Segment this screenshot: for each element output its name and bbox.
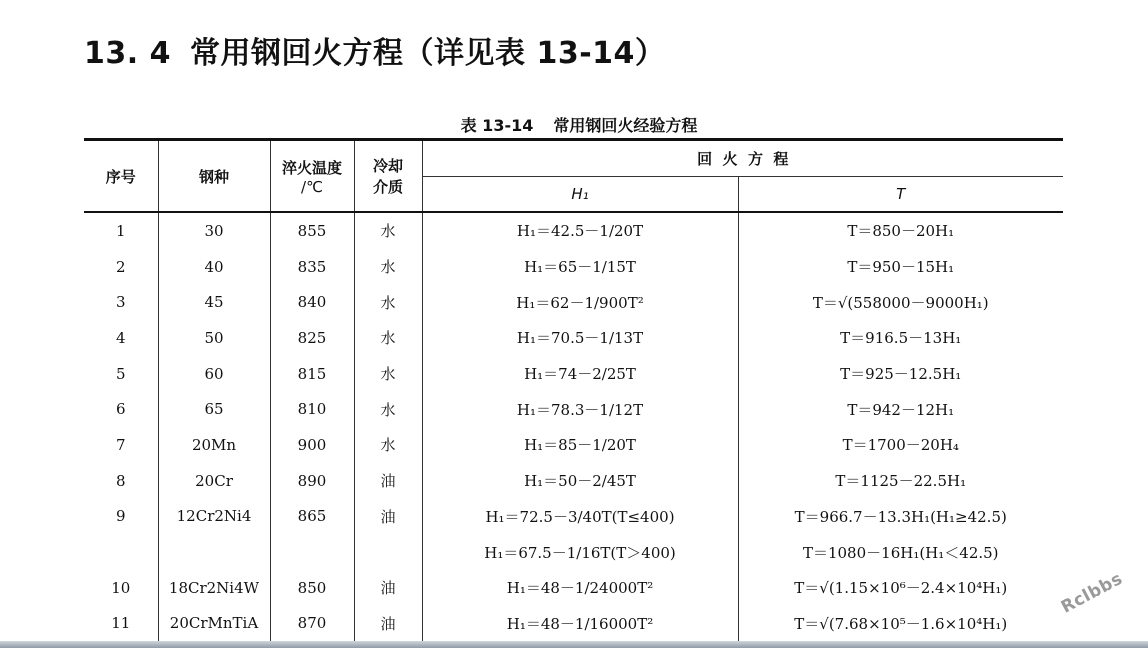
cell-temp: 890: [270, 463, 354, 499]
cell-t-equation: T＝916.5－13H₁: [840, 329, 962, 348]
cell-medium: 水: [354, 284, 422, 320]
cell-t-equation: T＝950－15H₁: [847, 258, 955, 277]
header-quench-temp-line1: 淬火温度: [281, 158, 342, 177]
cell-steel: 65: [158, 391, 270, 427]
cell-medium: 油: [354, 499, 422, 535]
table-caption-number: 表 13-14: [460, 116, 534, 135]
cell-t-equation: T＝√(558000－9000H₁): [812, 293, 989, 312]
cell-temp: 865: [270, 499, 354, 535]
cell-steel: 20Mn: [158, 427, 270, 463]
table-row: [84, 427, 1063, 463]
cell-seq: 5: [84, 356, 158, 392]
cell-medium: 水: [354, 212, 422, 249]
cell-medium: 水: [354, 320, 422, 356]
cell-t-equation: T＝√(1.15×10⁶－2.4×10⁴H₁): [794, 579, 1008, 598]
section-title: 常用钢回火方程（详见表 13-14）: [190, 36, 666, 71]
cell-seq: [84, 534, 158, 570]
cell-temp: 825: [270, 320, 354, 356]
header-steel: 钢种: [158, 140, 270, 213]
cell-seq: 8: [84, 463, 158, 499]
table-row: [84, 499, 1063, 535]
table-row: [84, 570, 1063, 606]
cell-h1-equation: H₁＝70.5－1/13T: [422, 320, 738, 356]
table-row: [84, 212, 1063, 249]
cell-medium: 水: [354, 249, 422, 285]
table-row: [84, 463, 1063, 499]
cell-temp: 840: [270, 284, 354, 320]
cell-steel: 30: [158, 212, 270, 249]
header-quench-temp: [270, 140, 354, 213]
header-quench-temp-line2: /℃: [301, 177, 323, 196]
cell-h1-equation: H₁＝74－2/25T: [422, 356, 738, 392]
table-row: [84, 356, 1063, 392]
cell-t-equation: T＝√(7.68×10⁵－1.6×10⁴H₁): [738, 606, 1063, 643]
cell-seq: 7: [84, 427, 158, 463]
table-row: [84, 284, 1063, 320]
cell-seq: 3: [84, 284, 158, 320]
cell-seq: 4: [84, 320, 158, 356]
cell-medium: 水: [354, 391, 422, 427]
cell-temp: 850: [270, 570, 354, 606]
window-bottom-edge: [0, 641, 1148, 648]
cell-seq: 6: [84, 391, 158, 427]
cell-h1-equation: H₁＝42.5－1/20T: [422, 212, 738, 249]
cell-h1-equation: H₁＝67.5－1/16T(T＞400): [422, 534, 738, 570]
tempering-equation-table: [84, 138, 1063, 643]
table-row: [84, 320, 1063, 356]
cell-medium: 水: [354, 356, 422, 392]
cell-h1-equation: H₁＝78.3－1/12T: [422, 391, 738, 427]
cell-temp: 870: [270, 606, 354, 643]
cell-seq: 2: [84, 249, 158, 285]
cell-temp: 835: [270, 249, 354, 285]
cell-seq: 11: [84, 606, 158, 643]
section-heading: [84, 28, 665, 72]
cell-h1-equation: H₁＝48－1/16000T²: [422, 606, 738, 643]
cell-seq: 10: [84, 570, 158, 606]
cell-temp: 855: [270, 212, 354, 249]
table-row: [84, 391, 1063, 427]
cell-h1-equation: H₁＝62－1/900T²: [422, 284, 738, 320]
cell-h1-equation: H₁＝65－1/15T: [422, 249, 738, 285]
cell-seq: 9: [84, 499, 158, 535]
cell-temp: 900: [270, 427, 354, 463]
cell-steel: 50: [158, 320, 270, 356]
header-seq: 序号: [84, 140, 158, 213]
cell-steel: 20CrMnTiA: [158, 606, 270, 643]
header-h1: H₁: [422, 177, 738, 213]
header-cooling-line2: 介质: [372, 178, 403, 196]
cell-steel: [158, 534, 270, 570]
table-caption: [0, 113, 1148, 136]
cell-temp: 810: [270, 391, 354, 427]
cell-t-equation: T＝1700－20H₄: [842, 436, 959, 455]
cell-h1-equation: H₁＝50－2/45T: [422, 463, 738, 499]
cell-t-equation: T＝1080－16H₁(H₁＜42.5): [802, 543, 999, 562]
cell-t-equation: T＝850－20H₁: [847, 222, 955, 241]
cell-steel: 40: [158, 249, 270, 285]
section-number: 13. 4: [84, 36, 171, 71]
cell-steel: 45: [158, 284, 270, 320]
cell-steel: 20Cr: [158, 463, 270, 499]
cell-steel: 12Cr2Ni4: [158, 499, 270, 535]
cell-t-equation: T＝966.7－13.3H₁(H₁≥42.5): [794, 507, 1007, 526]
table-row: [84, 249, 1063, 285]
header-t: T: [738, 177, 1063, 213]
cell-t-equation: T＝942－12H₁: [847, 400, 955, 419]
header-cooling-medium: [354, 140, 422, 213]
cell-medium: [354, 534, 422, 570]
table-row: [84, 534, 1063, 570]
cell-t-equation: T＝925－12.5H₁: [840, 365, 962, 384]
cell-seq: 1: [84, 212, 158, 249]
cell-h1-equation: H₁＝72.5－3/40T(T≤400): [422, 499, 738, 535]
watermark: Rclbbs: [1058, 568, 1127, 618]
cell-steel: 18Cr2Ni4W: [158, 570, 270, 606]
cell-medium: 油: [354, 463, 422, 499]
cell-t-equation: T＝1125－22.5H₁: [835, 472, 967, 491]
cell-temp: 815: [270, 356, 354, 392]
cell-medium: 油: [354, 570, 422, 606]
cell-h1-equation: H₁＝85－1/20T: [422, 427, 738, 463]
cell-medium: 油: [354, 606, 422, 643]
cell-temp: [270, 534, 354, 570]
table-caption-title: 常用钢回火经验方程: [553, 116, 698, 135]
cell-h1-equation: H₁＝48－1/24000T²: [422, 570, 738, 606]
table-row: [84, 606, 1063, 643]
cell-steel: 60: [158, 356, 270, 392]
header-cooling-line1: 冷却: [372, 157, 403, 175]
header-tempering-equation: 回 火 方 程: [422, 140, 1063, 177]
cell-medium: 水: [354, 427, 422, 463]
